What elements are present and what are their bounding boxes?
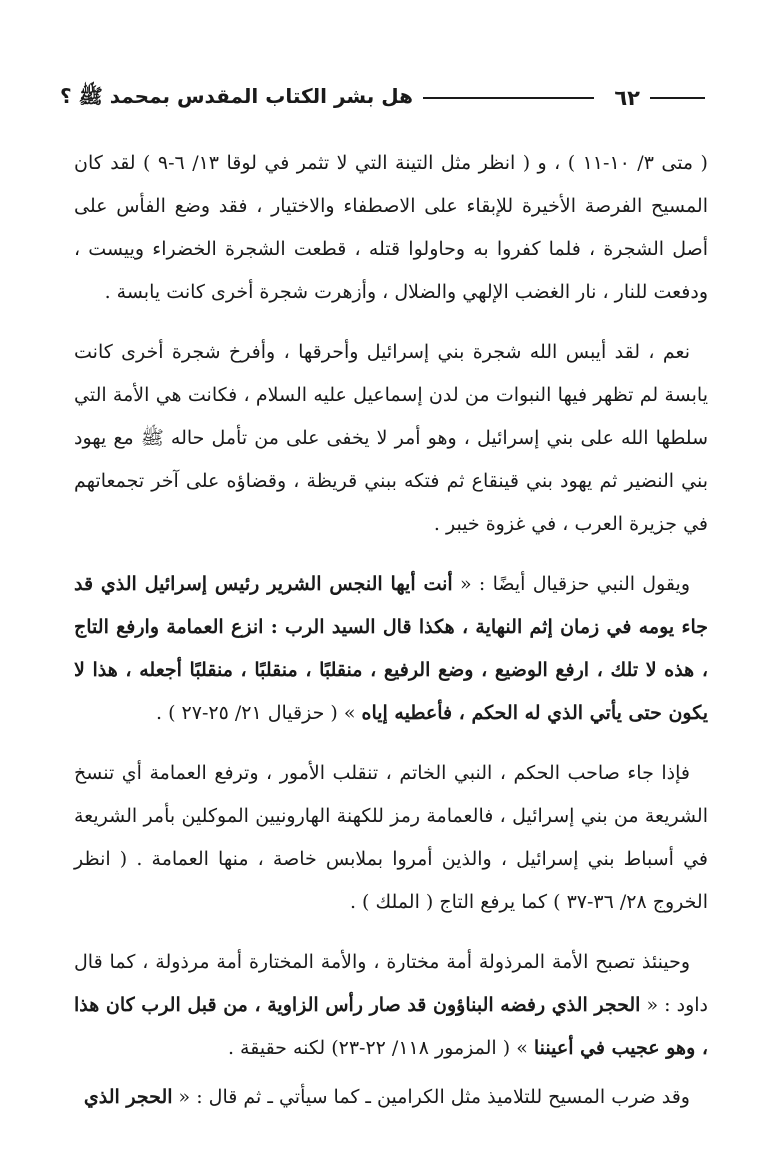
quotation-reference: » ( حزقيال ٢١/ ٢٥-٢٧ ) . bbox=[155, 702, 362, 724]
paragraph-text: نعم ، لقد أيبس الله شجرة بني إسرائيل وأحرقها ، وأفرخ شجرة أخرى كانت يابسة لم تظهر فيها النبوات من لدن إسماعيل عليه السلام ، فكانت هي الأمة التي سلطها الله على بني إسرائيل ، وهو أمر لا يخفى على من تأمل حاله ﷺ مع يهود بني النضير ثم يهود بني قينقاع ثم فتكه ببني قريظة ، وقضاؤه على آخر تجمعاتهم في جزيرة العرب ، في غزوة خيبر . bbox=[74, 341, 708, 535]
paragraph bbox=[74, 142, 708, 314]
paragraph-text: ويقول النبي حزقيال أيضًا : « bbox=[452, 573, 690, 595]
paragraph-text: ( متى ٣/ ١٠-١١ ) ، و ( انظر مثل التينة التي لا تثمر في لوقا ١٣/ ٦-٩ ) لقد كان المسيح الفرصة الأخيرة للإبقاء على الاصطفاء والاختيار ، فقد وضع الفأس على أصل الشجرة ، فلما كفروا به وحاولوا قتله ، قطعت الشجرة الخضراء وييست ، ودفعت للنار ، نار الغضب الإلهي والضلال ، وأزهرت شجرة أخرى كانت يابسة . bbox=[74, 152, 708, 303]
paragraph-with-quote bbox=[74, 1076, 708, 1119]
page-header bbox=[60, 78, 705, 118]
header-rule-short bbox=[650, 97, 705, 99]
paragraph-with-quote bbox=[74, 941, 708, 1070]
running-title: هل بشر الكتاب المقدس بمحمد ﷺ ؟ bbox=[60, 83, 413, 108]
paragraph-text: وقد ضرب المسيح للتلاميذ مثل الكرامين ـ كما سيأتي ـ ثم قال : « bbox=[172, 1086, 690, 1108]
paragraph bbox=[74, 331, 708, 546]
header-rule-long bbox=[423, 97, 594, 99]
page-number: ٦٢ bbox=[614, 86, 640, 110]
bold-quotation: الحجر الذي رفضه البناؤون قد صار رأس الزاوية ، من قبل الرب كان هذا ، وهو عجيب في أعيننا bbox=[74, 994, 708, 1059]
body-text bbox=[74, 142, 708, 1136]
bold-quotation: أنت أيها النجس الشرير رئيس إسرائيل الذي قد جاء يومه في زمان إثم النهاية ، هكذا قال السيد الرب : انزع العمامة وارفع التاج ، هذه لا تلك ، ارفع الوضيع ، وضع الرفيع ، منقلبًا ، منقلبًا ، منقلبًا أجعله ، هذا لا يكون حتى يأتي الذي له الحكم ، فأعطيه إياه bbox=[74, 573, 708, 724]
quotation-reference: » ( المزمور ١١٨/ ٢٢-٢٣) لكنه حقيقة . bbox=[227, 1037, 534, 1059]
paragraph-text: وحينئذ تصبح الأمة المرذولة أمة مختارة ، والأمة المختارة أمة مرذولة ، كما قال داود : « bbox=[74, 951, 708, 1016]
paragraph-text: فإذا جاء صاحب الحكم ، النبي الخاتم ، تنقلب الأمور ، وترفع العمامة أي تنسخ الشريعة من بني إسرائيل ، فالعمامة رمز للكهنة الهارونيين الموكلين بأمر الشريعة في أسباط بني إسرائيل ، والذين أمروا بملابس خاصة ، منها العمامة . ( انظر الخروج ٢٨/ ٣٦-٣٧ ) كما يرفع التاج ( الملك ) . bbox=[74, 762, 708, 913]
paragraph bbox=[74, 752, 708, 924]
paragraph-with-quote bbox=[74, 563, 708, 735]
bold-quotation: الحجر الذي bbox=[83, 1086, 173, 1108]
